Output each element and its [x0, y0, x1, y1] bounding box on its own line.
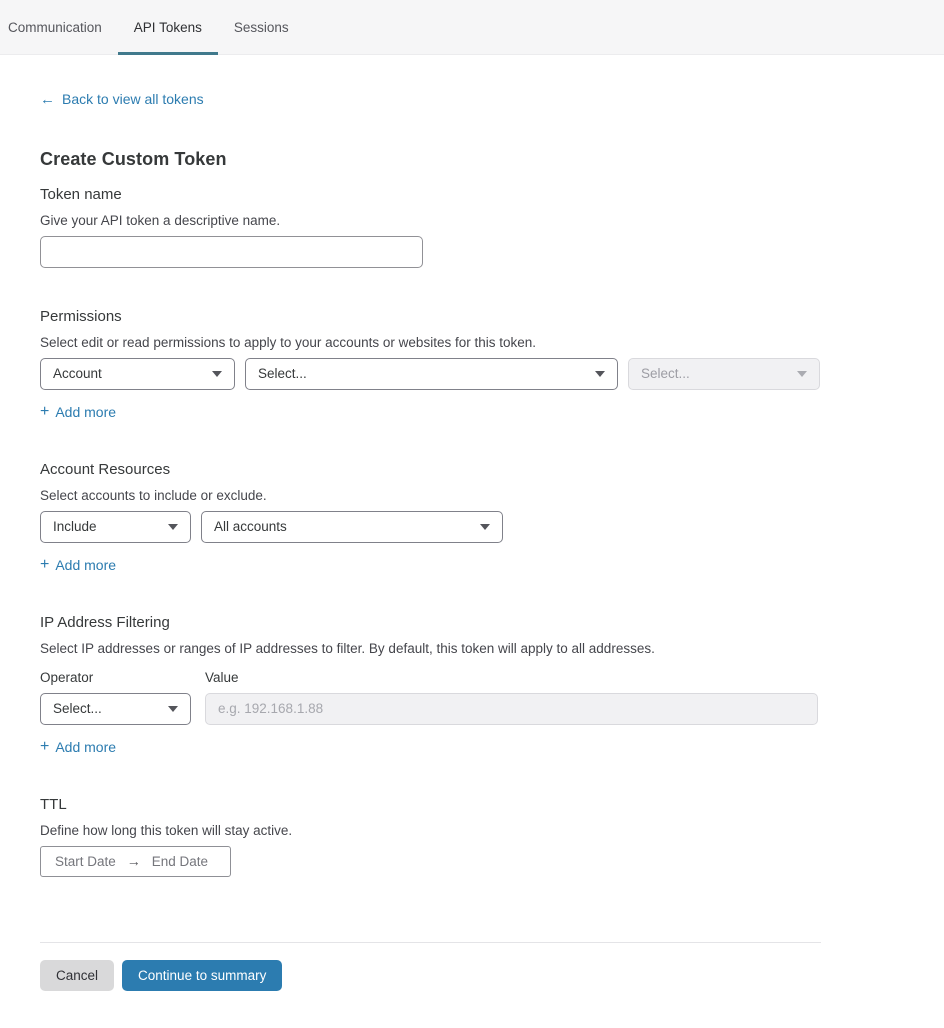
- back-link-label: Back to view all tokens: [62, 91, 204, 107]
- tab-sessions-label: Sessions: [233, 19, 289, 35]
- dropdown-caret-icon: [168, 524, 178, 530]
- dropdown-caret-icon: [212, 371, 222, 377]
- token-name-section: [40, 186, 904, 268]
- permissions-add-more-link[interactable]: [40, 404, 116, 420]
- ip-filtering-add-more-label: Add more: [55, 738, 117, 755]
- operator-field-label: Operator: [40, 669, 94, 685]
- ttl-date-range-picker[interactable]: [40, 846, 231, 877]
- back-arrow-icon: ←: [40, 90, 55, 108]
- ip-filtering-heading: IP Address Filtering: [40, 613, 170, 631]
- dropdown-caret-icon: [168, 706, 178, 712]
- tab-communication[interactable]: [8, 0, 118, 54]
- ip-operator-select-placeholder: Select...: [53, 701, 102, 716]
- page-title: Create Custom Token: [40, 148, 227, 169]
- top-tab-bar: [0, 0, 944, 55]
- dropdown-caret-icon: [480, 524, 490, 530]
- ip-filtering-field-labels: [40, 670, 904, 685]
- cancel-button[interactable]: Cancel: [40, 960, 114, 991]
- main-content: [0, 55, 944, 1028]
- token-name-description: Give your API token a descriptive name.: [40, 212, 281, 228]
- ttl-start-date-label: Start Date: [55, 853, 116, 869]
- ip-filtering-add-more-link[interactable]: [40, 739, 116, 755]
- permission-item-select-placeholder: Select...: [258, 366, 307, 381]
- date-range-arrow-icon: →: [126, 853, 141, 869]
- account-resources-mode-select-value: Include: [53, 519, 97, 534]
- ip-filtering-description: Select IP addresses or ranges of IP addresses to filter. By default, this token will apply to all addresses.: [40, 640, 655, 656]
- token-name-input[interactable]: [40, 236, 423, 268]
- tab-api-tokens[interactable]: [118, 0, 218, 54]
- ip-filtering-section: [40, 614, 904, 756]
- permissions-heading: Permissions: [40, 307, 122, 325]
- dropdown-caret-icon: [797, 371, 807, 377]
- dropdown-caret-icon: [595, 371, 605, 377]
- account-resources-heading: Account Resources: [40, 460, 171, 478]
- ttl-description: Define how long this token will stay active.: [40, 822, 293, 838]
- ttl-heading: TTL: [40, 795, 67, 813]
- account-resources-mode-select[interactable]: [40, 511, 191, 543]
- permission-level-select: [628, 358, 820, 390]
- account-resources-row: [40, 511, 904, 543]
- account-resources-accounts-select-value: All accounts: [214, 519, 287, 534]
- account-resources-add-more-label: Add more: [55, 556, 117, 573]
- tab-api-tokens-label: API Tokens: [133, 19, 202, 35]
- plus-icon: +: [40, 737, 50, 755]
- footer-divider: [40, 942, 821, 943]
- account-resources-accounts-select[interactable]: [201, 511, 503, 543]
- permission-scope-select-value: Account: [53, 366, 102, 381]
- footer-buttons: [40, 960, 904, 1028]
- continue-to-summary-button[interactable]: Continue to summary: [122, 960, 282, 991]
- account-resources-add-more-link[interactable]: [40, 557, 116, 573]
- ip-operator-select[interactable]: [40, 693, 191, 725]
- permissions-description: Select edit or read permissions to apply to your accounts or websites for this token.: [40, 334, 536, 350]
- account-resources-description: Select accounts to include or exclude.: [40, 487, 267, 503]
- account-resources-section: [40, 461, 904, 574]
- value-field-label: Value: [205, 669, 239, 685]
- permissions-add-more-label: Add more: [55, 403, 117, 420]
- tab-communication-label: Communication: [8, 19, 102, 35]
- token-name-heading: Token name: [40, 185, 122, 203]
- ip-value-input: [205, 693, 818, 725]
- permissions-row: [40, 358, 904, 390]
- ttl-end-date-label: End Date: [151, 853, 209, 869]
- permission-item-select[interactable]: [245, 358, 618, 390]
- plus-icon: +: [40, 555, 50, 573]
- permissions-section: [40, 308, 904, 421]
- tab-sessions[interactable]: [218, 0, 305, 54]
- ip-filtering-row: [40, 693, 904, 725]
- permission-scope-select[interactable]: [40, 358, 235, 390]
- ttl-section: [40, 796, 904, 877]
- plus-icon: +: [40, 402, 50, 420]
- permission-level-select-placeholder: Select...: [641, 366, 690, 381]
- back-to-tokens-link[interactable]: [40, 91, 204, 107]
